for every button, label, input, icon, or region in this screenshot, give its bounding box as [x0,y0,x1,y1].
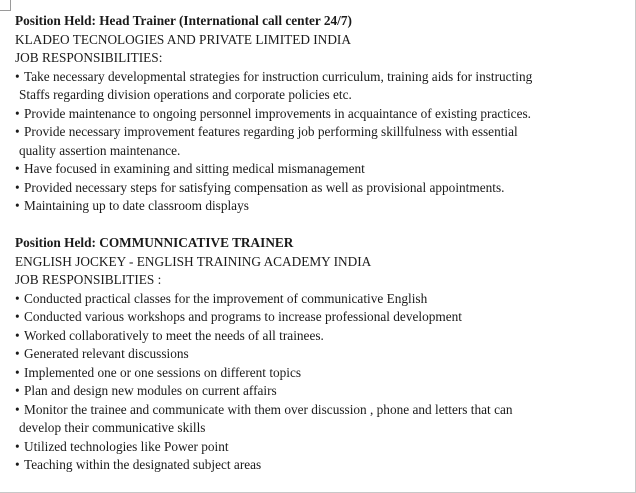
list-item-text: Generated relevant discussions [24,346,189,361]
bullet-glyph: • [15,346,20,361]
list-item [15,197,627,216]
list-item-text: Worked collaboratively to meet the needs of all trainees. [24,327,324,343]
list-item-text: Teaching within the designated subject areas [24,457,262,472]
list-item-text: Maintaining up to date classroom displays [24,198,249,213]
bullet-glyph: • [15,124,20,139]
list-item [15,438,627,457]
list-item-text: Have focused in examining and sitting medical mismanagement [24,161,365,176]
list-item-text: Take necessary developmental strategies for instruction curriculum, training aids for instructing [24,68,533,84]
list-item-text: Provided necessary steps for satisfying compensation as well as provisional appointments. [24,179,505,195]
list-item-text: Utilized technologies like Power point [24,438,229,454]
list-item [15,401,627,420]
bullet-glyph: • [15,309,20,324]
list-item-continuation: Staffs regarding division operations and corporate policies etc. [19,87,352,102]
bullet-glyph: • [15,105,20,121]
position-held-line [15,234,627,253]
position-label: Position Held: [15,235,100,250]
position-title: COMMUNNICATIVE TRAINER [99,235,294,250]
bullet-glyph: • [15,383,20,398]
resume-content [15,12,627,475]
list-item [15,456,627,475]
list-item [15,308,627,327]
list-item-text: Monitor the trainee and communicate with them over discussion , phone and letters that can [24,401,513,417]
position-title: Head Trainer (International call center 24/7) [99,13,352,28]
bullet-glyph: • [15,327,20,343]
bullet-glyph: • [15,401,20,417]
text-boundary-corner-mark [0,0,11,11]
company-name: KLADEO TECNOLOGIES AND PRIVATE LIMITED INDIA [15,31,351,47]
bullet-glyph: • [15,364,20,380]
list-item [15,327,627,346]
bullet-glyph: • [15,290,20,306]
bullet-glyph: • [15,68,20,84]
job-section [15,12,627,216]
bullet-glyph: • [15,457,20,472]
list-item [15,345,627,364]
list-item [15,160,627,179]
list-item [15,68,627,87]
list-item-text: Implemented one or one sessions on different topics [24,364,302,380]
list-item [15,179,627,198]
list-item [15,364,627,383]
responsibilities-list [15,68,627,216]
company-name: ENGLISH JOCKEY - ENGLISH TRAINING ACADEMY INDIA [15,253,372,269]
list-item-text: Conducted various workshops and programs to increase professional development [24,309,462,324]
list-item-text: Plan and design new modules on current affairs [24,383,277,398]
bullet-glyph: • [15,161,20,176]
list-item-text: Provide necessary improvement features regarding job performing skillfulness with essential [24,124,518,139]
list-item-continuation: develop their communicative skills [19,420,206,435]
responsibilities-heading: JOB RESPONSIBILITIES: [15,50,163,65]
list-item [15,105,627,124]
bullet-glyph: • [15,198,20,213]
responsibilities-list [15,290,627,475]
position-label: Position Held: [15,13,100,28]
section-spacer [15,216,627,235]
position-held-line [15,12,627,31]
list-item [15,290,627,309]
job-section [15,234,627,475]
list-item [15,123,627,142]
bullet-glyph: • [15,438,20,454]
responsibilities-heading: JOB RESPONSIBLITIES : [15,272,162,287]
list-item [15,382,627,401]
list-item-continuation: quality assertion maintenance. [19,142,181,158]
list-item-text: Provide maintenance to ongoing personnel improvements in acquaintance of existing practices. [24,105,531,121]
bullet-glyph: • [15,179,20,195]
list-item-text: Conducted practical classes for the improvement of communicative English [24,290,428,306]
